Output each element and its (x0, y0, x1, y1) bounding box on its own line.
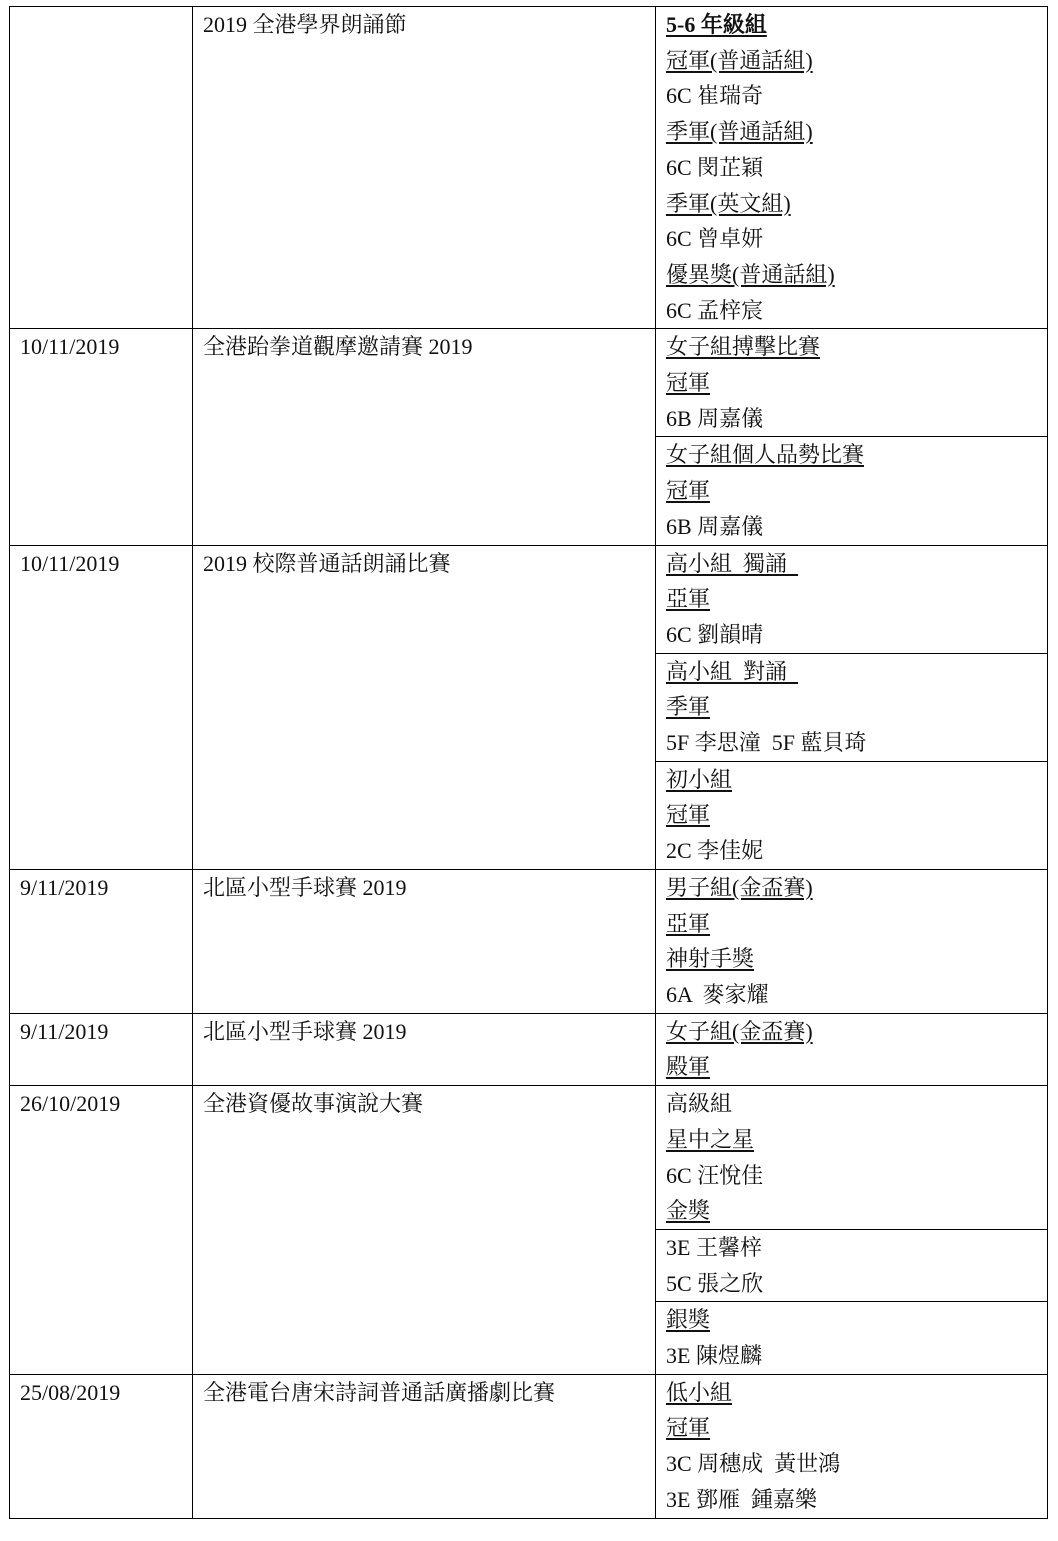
award-block (656, 870, 1047, 1013)
event-name: 2019 全港學界朗誦節 (203, 12, 407, 37)
award-heading: 冠軍 (666, 478, 711, 504)
table-row (10, 545, 1048, 869)
award-block (656, 437, 1047, 544)
award-recipient: 2C 李佳妮 (666, 838, 764, 864)
award-cell (656, 545, 1048, 869)
event-date: 25/08/2019 (20, 1379, 121, 1405)
award-recipient: 高級組 (666, 1091, 733, 1117)
award-heading: 高小組 獨誦 (666, 550, 799, 576)
award-recipient: 6B 周嘉儀 (666, 513, 764, 539)
award-recipient: 3C 周穗成 黃世鴻 (666, 1451, 841, 1477)
award-recipient: 6C 曾卓妍 (666, 226, 764, 252)
award-recipient: 6C 孟梓宸 (666, 297, 764, 323)
award-cell (656, 7, 1048, 329)
award-heading: 女子組(金盃賽) (666, 1018, 813, 1044)
award-heading: 女子組搏擊比賽 (666, 334, 821, 360)
date-cell (10, 545, 193, 869)
award-cell (656, 1013, 1048, 1085)
event-name: 全港資優故事演說大賽 (203, 1091, 424, 1117)
event-name: 全港電台唐宋詩詞普通話廣播劇比賽 (203, 1379, 556, 1405)
award-block (656, 1302, 1047, 1373)
award-heading: 初小組 (666, 766, 733, 792)
award-heading: 金獎 (666, 1198, 711, 1224)
date-cell (10, 7, 193, 329)
award-recipient: 5F 李思潼 5F 藍貝琦 (666, 730, 867, 756)
award-block (656, 7, 1047, 328)
event-name: 2019 校際普通話朗誦比賽 (203, 550, 451, 576)
award-cell (656, 329, 1048, 545)
table-row (10, 1374, 1048, 1518)
event-date: 26/10/2019 (20, 1091, 121, 1117)
award-block (656, 1086, 1047, 1230)
awards-table (9, 6, 1048, 1519)
date-cell (10, 1013, 193, 1085)
date-cell (10, 1374, 193, 1518)
date-cell (10, 869, 193, 1013)
award-recipient: 6B 周嘉儀 (666, 405, 764, 431)
award-heading: 優異獎(普通話組) (666, 261, 835, 287)
award-heading: 季軍(普通話組) (666, 119, 813, 145)
award-recipient: 6C 崔瑞奇 (666, 83, 764, 109)
event-cell (193, 329, 656, 545)
award-block (656, 762, 1047, 869)
award-heading: 冠軍(普通話組) (666, 47, 813, 73)
award-heading: 5-6 年級組 (666, 12, 767, 37)
award-heading: 星中之星 (666, 1126, 755, 1152)
table-row (10, 329, 1048, 545)
award-cell (656, 869, 1048, 1013)
award-heading: 女子組個人品勢比賽 (666, 442, 865, 468)
award-recipient: 3E 鄧雁 鍾嘉樂 (666, 1486, 817, 1512)
award-heading: 季軍 (666, 694, 711, 720)
award-heading: 低小組 (666, 1379, 733, 1405)
event-date: 9/11/2019 (20, 874, 109, 900)
event-name: 北區小型手球賽 2019 (203, 874, 407, 900)
date-cell (10, 329, 193, 545)
award-heading: 銀獎 (666, 1307, 711, 1333)
award-cell (656, 1374, 1048, 1518)
award-heading: 冠軍 (666, 1415, 711, 1441)
awards-table-body (10, 7, 1048, 1519)
award-block (656, 1375, 1047, 1518)
table-row (10, 1086, 1048, 1375)
table-row (10, 1013, 1048, 1085)
award-heading: 冠軍 (666, 802, 711, 828)
award-recipient: 6C 閔芷穎 (666, 154, 764, 180)
event-date: 10/11/2019 (20, 550, 120, 576)
award-cell (656, 1086, 1048, 1375)
award-block (656, 546, 1047, 654)
event-cell (193, 1013, 656, 1085)
award-recipient: 3E 陳煜麟 (666, 1343, 762, 1369)
award-recipient: 3E 王馨梓 (666, 1234, 762, 1260)
award-heading: 神射手獎 (666, 946, 755, 972)
award-heading: 殿軍 (666, 1054, 711, 1080)
table-row (10, 869, 1048, 1013)
award-heading: 高小組 對誦 (666, 658, 799, 684)
event-cell (193, 7, 656, 329)
award-recipient: 5C 張之欣 (666, 1270, 764, 1296)
award-heading: 亞軍 (666, 586, 711, 612)
award-recipient: 6C 劉韻晴 (666, 621, 764, 647)
award-block (656, 1230, 1047, 1302)
table-row (10, 7, 1048, 329)
award-block (656, 1014, 1047, 1085)
award-recipient: 6C 汪悅佳 (666, 1162, 764, 1188)
event-date: 9/11/2019 (20, 1018, 109, 1044)
event-cell (193, 869, 656, 1013)
award-recipient: 6A 麥家耀 (666, 981, 769, 1007)
award-heading: 亞軍 (666, 910, 711, 936)
award-heading: 男子組(金盃賽) (666, 874, 813, 900)
event-cell (193, 1086, 656, 1375)
award-heading: 冠軍 (666, 370, 711, 396)
date-cell (10, 1086, 193, 1375)
event-date: 10/11/2019 (20, 334, 120, 360)
award-block (656, 329, 1047, 437)
award-block (656, 654, 1047, 762)
event-name: 北區小型手球賽 2019 (203, 1018, 407, 1044)
award-heading: 季軍(英文組) (666, 190, 791, 216)
event-name: 全港跆拳道觀摩邀請賽 2019 (203, 334, 473, 360)
event-cell (193, 545, 656, 869)
event-cell (193, 1374, 656, 1518)
